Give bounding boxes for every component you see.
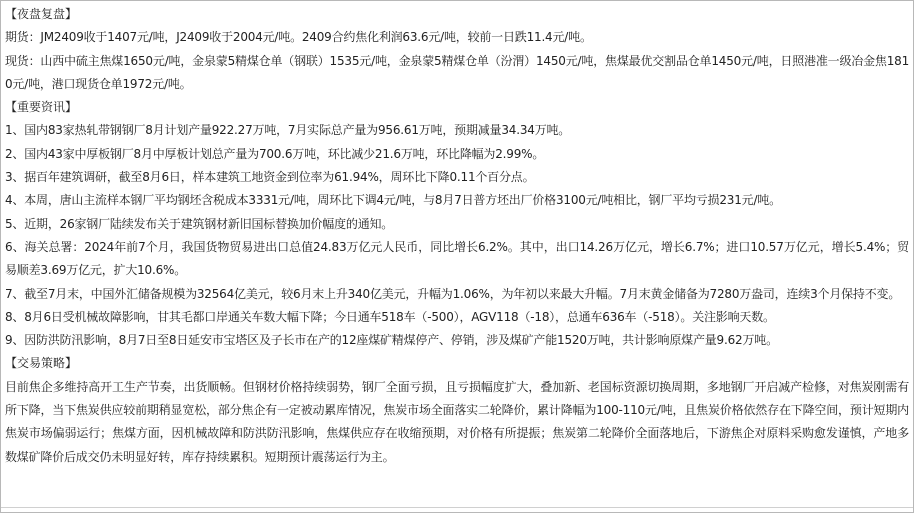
news-item-2: 2、国内43家中厚板钢厂8月中厚板计划总产量为700.6万吨，环比减少21.6万吨，环比降幅为2.99%。 — [5, 146, 545, 161]
news-heading: 【重要资讯】 — [5, 100, 78, 115]
news-item-3: 3、据百年建筑调研，截至8月6日，样本建筑工地资金到位率为61.94%，周环比下降0.11个百分点。 — [5, 170, 535, 185]
futures-summary: 期货：JM2409收于1407元/吨，J2409收于2004元/吨。2409合约焦化利润63.6元/吨，较前一日跌11.4元/吨。 — [5, 30, 592, 45]
spot-summary: 现货：山西中硫主焦煤1650元/吨，金泉蒙5精煤仓单（钢联）1535元/吨，金泉蒙5精煤仓单（汾渭）1450元/吨，焦煤最优交割品仓单1450元/吨，日照港准一级冶金焦1810元/吨，港口现货仓单1972元/吨。 — [5, 53, 909, 91]
strategy-heading: 【交易策略】 — [5, 356, 78, 371]
news-item-6: 6、海关总署：2024年前7个月，我国货物贸易进出口总值24.83万亿元人民币，同比增长6.2%。其中，出口14.26万亿元，增长6.7%；进口10.57万亿元，增长5.4%；贸易顺差3.69万亿元，扩大10.6%。 — [5, 239, 909, 278]
news-item-8: 8、8月6日受机械故障影响，甘其毛都口岸通关车数大幅下降；今日通车518车（-500），AGV118（-18），总通车636车（-518）。关注影响天数。 — [5, 309, 775, 324]
news-item-1: 1、国内83家热轧带钢钢厂8月计划产量922.27万吨，7月实际总产量为956.61万吨，预期减量34.34万吨。 — [5, 123, 571, 138]
news-item-7: 7、截至7月末，中国外汇储备规模为32564亿美元，较6月末上升340亿美元，升幅为1.06%，为年初以来最大升幅。7月末黄金储备为7280万盎司，连续3个月保持不变。 — [5, 286, 901, 301]
bottom-divider — [1, 507, 914, 508]
night-review-heading: 【夜盘复盘】 — [5, 7, 78, 21]
strategy-text: 目前焦企多维持高开工生产节奏，出货顺畅。但钢材价格持续弱势，钢厂全面亏损，且亏损幅度扩大，叠加新、老国标资源切换周期，多地钢厂开启减产检修，对焦炭刚需有所下降，当下焦炭供应较前期稍显宽松，部分焦企有一定被动累库情况，焦炭市场全面落实二轮降价，累计降幅为100-110元/吨，且焦炭价格依然存在下降空间，预计短期内焦炭市场偏弱运行；焦煤方面，因机械故障和防洪防汛影响，焦煤供应存在收缩预期，对价格有所提振；焦炭第二轮降价全面落地后，下游焦企对原料采购愈发谨慎，产地多数煤矿降价后成交仍未明显好转，库存持续累积。短期预计震荡运行为主。 — [5, 379, 909, 464]
report-content — [5, 3, 909, 469]
news-item-5: 5、近期，26家钢厂陆续发布关于建筑钢材新旧国标替换加价幅度的通知。 — [5, 216, 394, 231]
news-item-9: 9、因防洪防汛影响，8月7日至8日延安市宝塔区及子长市在产的12座煤矿精煤停产、停销，涉及煤矿产能1520万吨，共计影响原煤产量9.62万吨。 — [5, 333, 778, 348]
news-item-4: 4、本周，唐山主流样本钢厂平均钢坯含税成本3331元/吨，周环比下调4元/吨，与8月7日普方坯出厂价格3100元/吨相比，钢厂平均亏损231元/吨。 — [5, 193, 781, 208]
